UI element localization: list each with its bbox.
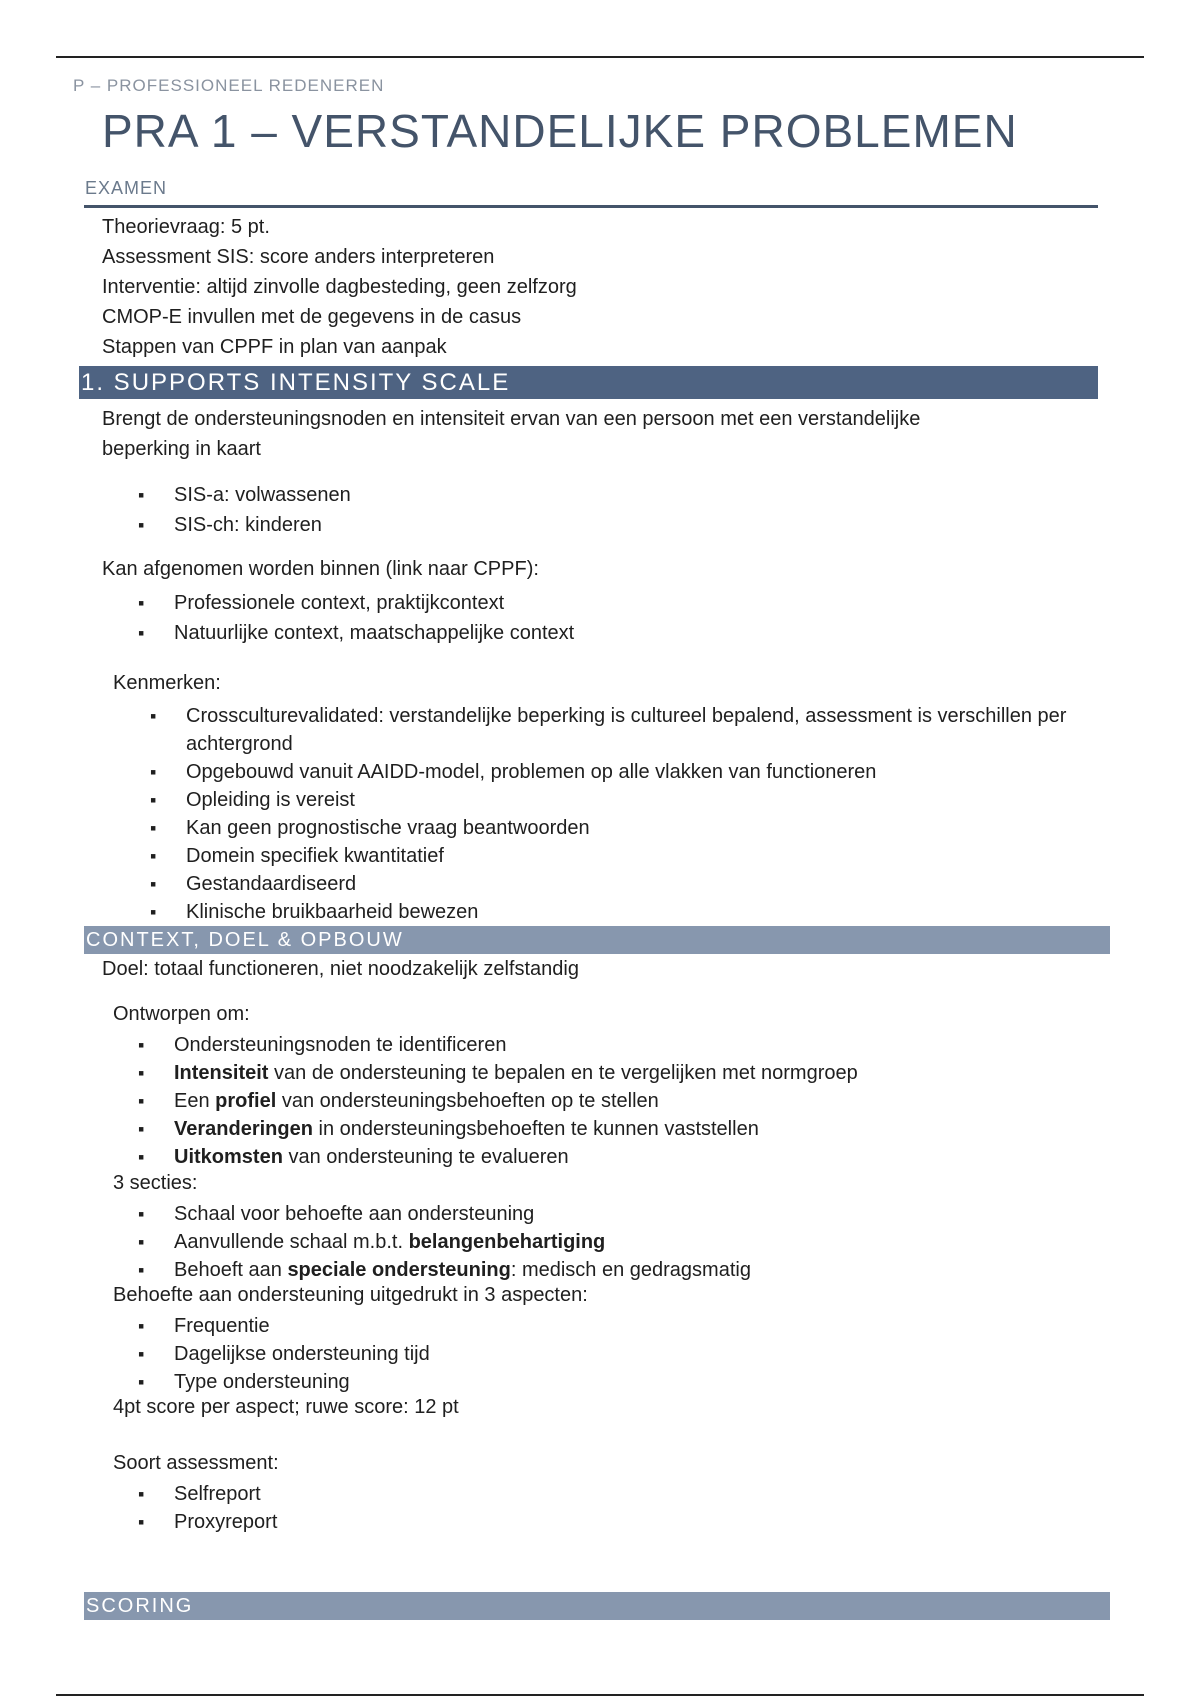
list-item: ▪ Kan geen prognostische vraag beantwoorden [186,814,1086,842]
context-heading: CONTEXT, DOEL & OPBOUW [84,926,1110,954]
doel-text: Doel: totaal functioneren, niet noodzakelijk zelfstandig [102,958,579,980]
secties-label: 3 secties: [113,1172,198,1194]
list-item: ▪ Aanvullende schaal m.b.t. belangenbehartiging [174,1228,751,1256]
examen-line: CMOP-E invullen met de gegevens in de casus [102,306,522,328]
list-item: ▪ Opleiding is vereist [186,786,1086,814]
list-item: ▪ Een profiel van ondersteuningsbehoeften op te stellen [174,1087,858,1115]
contexts-list [174,588,574,648]
scoring-heading: SCORING [84,1592,1110,1620]
list-item: ▪ Behoeft aan speciale ondersteuning: medisch en gedragsmatig [174,1256,751,1284]
list-item: ▪ Dagelijkse ondersteuning tijd [174,1340,430,1368]
secties-list [174,1200,751,1284]
section-1-heading: 1. SUPPORTS INTENSITY SCALE [79,366,1098,399]
examen-heading: EXAMEN [85,178,168,198]
list-item: ▪ Ondersteuningsnoden te identificeren [174,1031,858,1059]
top-rule [56,56,1144,58]
soort-label: Soort assessment: [113,1452,279,1474]
score-line: 4pt score per aspect; ruwe score: 12 pt [113,1396,459,1418]
aspecten-list [174,1312,430,1396]
examen-rule [84,205,1098,208]
page-title: PRA 1 – VERSTANDELIJKE PROBLEMEN [102,105,1018,157]
list-item: ▪ Gestandaardiseerd [186,870,1086,898]
list-item: ▪ Domein specifiek kwantitatief [186,842,1086,870]
examen-list [102,212,577,362]
aspecten-label: Behoefte aan ondersteuning uitgedrukt in 3 aspecten: [113,1284,588,1306]
ontworpen-label: Ontworpen om: [113,1003,250,1025]
intro-line: beperking in kaart [102,438,261,460]
list-item: ▪ Professionele context, praktijkcontext [174,588,574,618]
list-item: ▪ Veranderingen in ondersteuningsbehoeften te kunnen vaststellen [174,1115,858,1143]
ontworpen-list [174,1031,858,1171]
section-1-intro [102,404,920,464]
list-item: ▪ Uitkomsten van ondersteuning te evalueren [174,1143,858,1171]
list-item: ▪ Type ondersteuning [174,1368,430,1396]
soort-list [174,1480,277,1536]
list-item: ▪ Klinische bruikbaarheid bewezen [186,898,1086,926]
list-item: ▪ Frequentie [174,1312,430,1340]
list-item: ▪ Opgebouwd vanuit AAIDD-model, problemen op alle vlakken van functioneren [186,758,1086,786]
context-intro: Kan afgenomen worden binnen (link naar CPPF): [102,558,539,580]
chapter-label: P – PROFESSIONEEL REDENEREN [73,76,385,95]
list-item: ▪ Schaal voor behoefte aan ondersteuning [174,1200,751,1228]
list-item: ▪ Crossculturevalidated: verstandelijke beperking is cultureel bepalend, assessment is verschillen per achtergrond [186,702,1086,758]
versions-list [174,480,351,540]
intro-line: Brengt de ondersteuningsnoden en intensiteit ervan van een persoon met een verstandelijke [102,408,921,430]
list-item: ▪ Proxyreport [174,1508,277,1536]
list-item: ▪ SIS-ch: kinderen [174,510,351,540]
list-item: ▪ Intensiteit van de ondersteuning te bepalen en te vergelijken met normgroep [174,1059,858,1087]
list-item: ▪ Selfreport [174,1480,277,1508]
list-item: ▪ SIS-a: volwassenen [174,480,351,510]
bottom-rule [56,1694,1144,1696]
kenmerken-list [186,702,1086,926]
examen-line: Assessment SIS: score anders interpreteren [102,246,495,268]
examen-line: Interventie: altijd zinvolle dagbesteding, geen zelfzorg [102,276,577,298]
kenmerken-label: Kenmerken: [113,672,221,694]
examen-line: Stappen van CPPF in plan van aanpak [102,336,447,358]
list-item: ▪ Natuurlijke context, maatschappelijke context [174,618,574,648]
examen-line: Theorievraag: 5 pt. [102,216,270,238]
